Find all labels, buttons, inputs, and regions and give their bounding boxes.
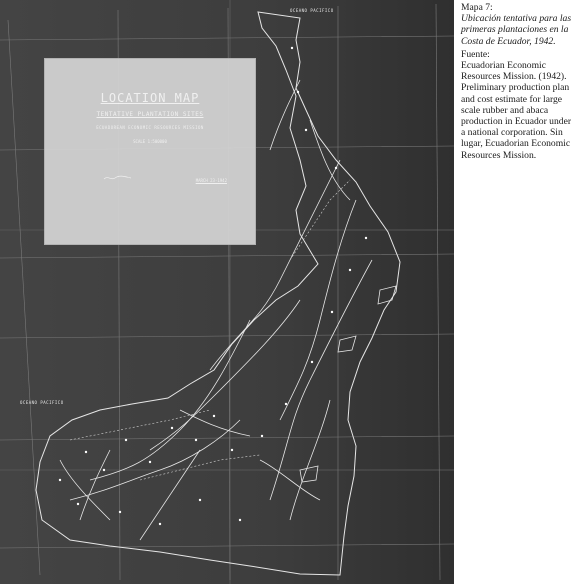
caption-title: Ubicación tentativa para las primeras plantaciones en la Costa de Ecuador, 1942.	[461, 13, 572, 47]
signature-mark	[103, 175, 133, 181]
caption-source-text: Ecuadorian Economic Resources Mission. (1942). Preliminary production plan and cost estimate for large scale rubber and abaca production in Ecuador under a national corporation. Sin lugar, Ecuadorian Economic Resources Mission.	[461, 60, 572, 161]
legend-scale: SCALE 1:500000	[133, 139, 167, 144]
ocean-label-top: OCEANO PACIFICO	[290, 8, 334, 13]
caption-map-label: Mapa 7:	[461, 2, 493, 13]
legend-subtitle: TENTATIVE PLANTATION SITES	[96, 111, 204, 118]
ocean-label: OCEANO PACIFICO	[20, 400, 64, 405]
caption-source-label: Fuente:	[461, 48, 490, 60]
legend-date: MARCH 23-1942	[195, 178, 227, 183]
map-legend-box	[44, 58, 256, 245]
legend-agency: ECUADOREAN ECONOMIC RESOURCES MISSION	[96, 125, 204, 130]
legend-title: LOCATION MAP	[100, 91, 200, 105]
map-caption	[461, 2, 577, 161]
